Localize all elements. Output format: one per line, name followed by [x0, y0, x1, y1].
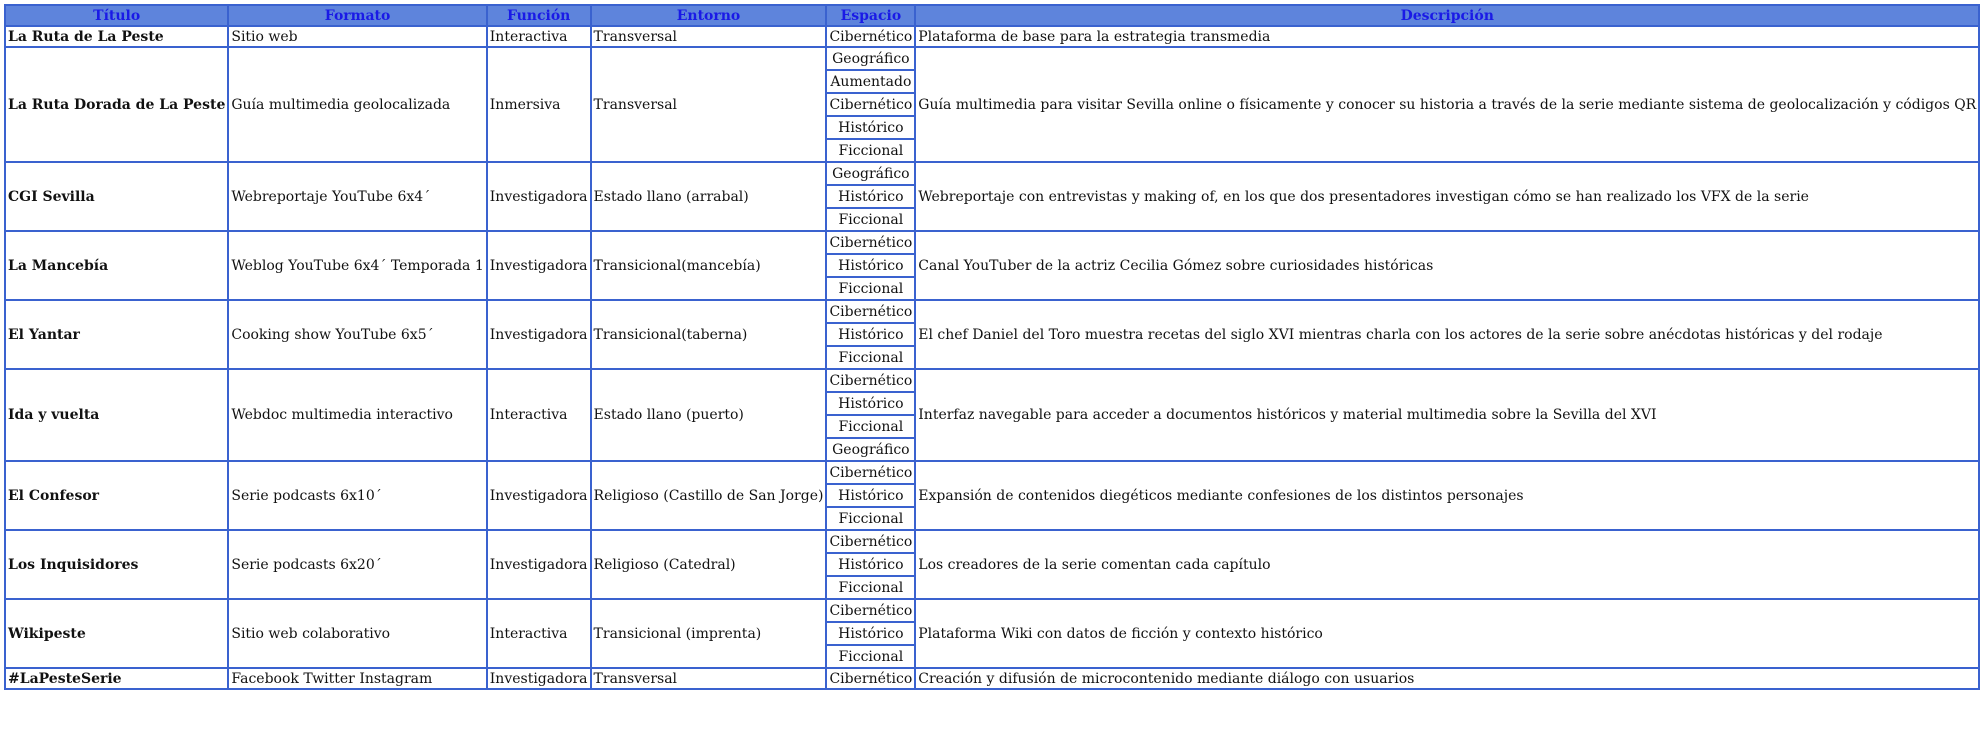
cell-titulo: El Yantar: [5, 300, 228, 369]
cell-espacio: Cibernético: [826, 668, 915, 689]
cell-espacio: Ficcional: [826, 139, 915, 162]
cell-formato: Webdoc multimedia interactivo: [228, 369, 486, 461]
header-formato: Formato: [228, 5, 486, 26]
cell-formato: Weblog YouTube 6x4´ Temporada 1: [228, 231, 486, 300]
cell-titulo: #LaPesteSerie: [5, 668, 228, 689]
cell-espacio: Ficcional: [826, 277, 915, 300]
transmedia-table: [4, 4, 1980, 690]
cell-entorno: Estado llano (arrabal): [591, 162, 827, 231]
cell-titulo: CGI Sevilla: [5, 162, 228, 231]
cell-entorno: Transversal: [591, 668, 827, 689]
cell-formato: Sitio web: [228, 26, 486, 47]
header-entorno: Entorno: [591, 5, 827, 26]
cell-funcion: Investigadora: [487, 668, 591, 689]
table-row: [5, 461, 1979, 484]
cell-formato: Guía multimedia geolocalizada: [228, 47, 486, 162]
cell-funcion: Inmersiva: [487, 47, 591, 162]
cell-entorno: Transversal: [591, 26, 827, 47]
cell-funcion: Interactiva: [487, 369, 591, 461]
cell-funcion: Investigadora: [487, 300, 591, 369]
cell-formato: Serie podcasts 6x20´: [228, 530, 486, 599]
table-body: [5, 26, 1979, 689]
cell-formato: Cooking show YouTube 6x5´: [228, 300, 486, 369]
cell-espacio: Ficcional: [826, 507, 915, 530]
cell-funcion: Investigadora: [487, 461, 591, 530]
cell-espacio: Histórico: [826, 553, 915, 576]
table-row: [5, 231, 1979, 254]
cell-espacio: Ficcional: [826, 415, 915, 438]
cell-formato: Webreportaje YouTube 6x4´: [228, 162, 486, 231]
cell-titulo: Los Inquisidores: [5, 530, 228, 599]
cell-descripcion: El chef Daniel del Toro muestra recetas del siglo XVI mientras charla con los actores de la serie sobre anécdotas históricas y del rodaje: [915, 300, 1979, 369]
header-titulo: Título: [5, 5, 228, 26]
cell-descripcion: Canal YouTuber de la actriz Cecilia Gómez sobre curiosidades históricas: [915, 231, 1979, 300]
header-descripcion: Descripción: [915, 5, 1979, 26]
cell-formato: Facebook Twitter Instagram: [228, 668, 486, 689]
cell-funcion: Investigadora: [487, 162, 591, 231]
cell-espacio: Geográfico: [826, 162, 915, 185]
cell-espacio: Histórico: [826, 116, 915, 139]
cell-funcion: Interactiva: [487, 599, 591, 668]
table-row: [5, 26, 1979, 47]
cell-espacio: Histórico: [826, 323, 915, 346]
cell-descripcion: Guía multimedia para visitar Sevilla online o físicamente y conocer su historia a través de la serie mediante sistema de geolocalización y códigos QR: [915, 47, 1979, 162]
cell-espacio: Cibernético: [826, 300, 915, 323]
cell-espacio: Cibernético: [826, 599, 915, 622]
cell-titulo: Ida y vuelta: [5, 369, 228, 461]
cell-descripcion: Plataforma de base para la estrategia transmedia: [915, 26, 1979, 47]
cell-espacio: Aumentado: [826, 70, 915, 93]
cell-titulo: La Ruta Dorada de La Peste: [5, 47, 228, 162]
cell-espacio: Histórico: [826, 622, 915, 645]
cell-funcion: Investigadora: [487, 530, 591, 599]
cell-entorno: Religioso (Catedral): [591, 530, 827, 599]
cell-espacio: Histórico: [826, 392, 915, 415]
cell-titulo: La Mancebía: [5, 231, 228, 300]
cell-titulo: Wikipeste: [5, 599, 228, 668]
cell-espacio: Cibernético: [826, 530, 915, 553]
cell-descripcion: Los creadores de la serie comentan cada capítulo: [915, 530, 1979, 599]
table-row: [5, 47, 1979, 70]
cell-entorno: Transicional (imprenta): [591, 599, 827, 668]
cell-entorno: Estado llano (puerto): [591, 369, 827, 461]
cell-titulo: El Confesor: [5, 461, 228, 530]
cell-funcion: Investigadora: [487, 231, 591, 300]
cell-formato: Serie podcasts 6x10´: [228, 461, 486, 530]
cell-espacio: Ficcional: [826, 645, 915, 668]
cell-descripcion: Interfaz navegable para acceder a documentos históricos y material multimedia sobre la Sevilla del XVI: [915, 369, 1979, 461]
cell-espacio: Ficcional: [826, 208, 915, 231]
cell-descripcion: Expansión de contenidos diegéticos mediante confesiones de los distintos personajes: [915, 461, 1979, 530]
header-row: [5, 5, 1979, 26]
table-row: [5, 369, 1979, 392]
cell-funcion: Interactiva: [487, 26, 591, 47]
header-espacio: Espacio: [826, 5, 915, 26]
cell-entorno: Transversal: [591, 47, 827, 162]
table-row: [5, 668, 1979, 689]
cell-espacio: Histórico: [826, 254, 915, 277]
cell-espacio: Cibernético: [826, 26, 915, 47]
cell-espacio: Ficcional: [826, 346, 915, 369]
table-row: [5, 599, 1979, 622]
cell-espacio: Ficcional: [826, 576, 915, 599]
cell-entorno: Transicional(taberna): [591, 300, 827, 369]
cell-espacio: Cibernético: [826, 369, 915, 392]
cell-titulo: La Ruta de La Peste: [5, 26, 228, 47]
table-row: [5, 300, 1979, 323]
cell-espacio: Histórico: [826, 185, 915, 208]
cell-espacio: Geográfico: [826, 47, 915, 70]
header-funcion: Función: [487, 5, 591, 26]
cell-espacio: Histórico: [826, 484, 915, 507]
cell-descripcion: Creación y difusión de microcontenido mediante diálogo con usuarios: [915, 668, 1979, 689]
cell-entorno: Religioso (Castillo de San Jorge): [591, 461, 827, 530]
cell-espacio: Geográfico: [826, 438, 915, 461]
table-row: [5, 162, 1979, 185]
cell-entorno: Transicional(mancebía): [591, 231, 827, 300]
cell-espacio: Cibernético: [826, 231, 915, 254]
cell-formato: Sitio web colaborativo: [228, 599, 486, 668]
cell-espacio: Cibernético: [826, 461, 915, 484]
cell-descripcion: Plataforma Wiki con datos de ficción y contexto histórico: [915, 599, 1979, 668]
cell-espacio: Cibernético: [826, 93, 915, 116]
cell-descripcion: Webreportaje con entrevistas y making of, en los que dos presentadores investigan cómo se han realizado los VFX de la serie: [915, 162, 1979, 231]
table-row: [5, 530, 1979, 553]
